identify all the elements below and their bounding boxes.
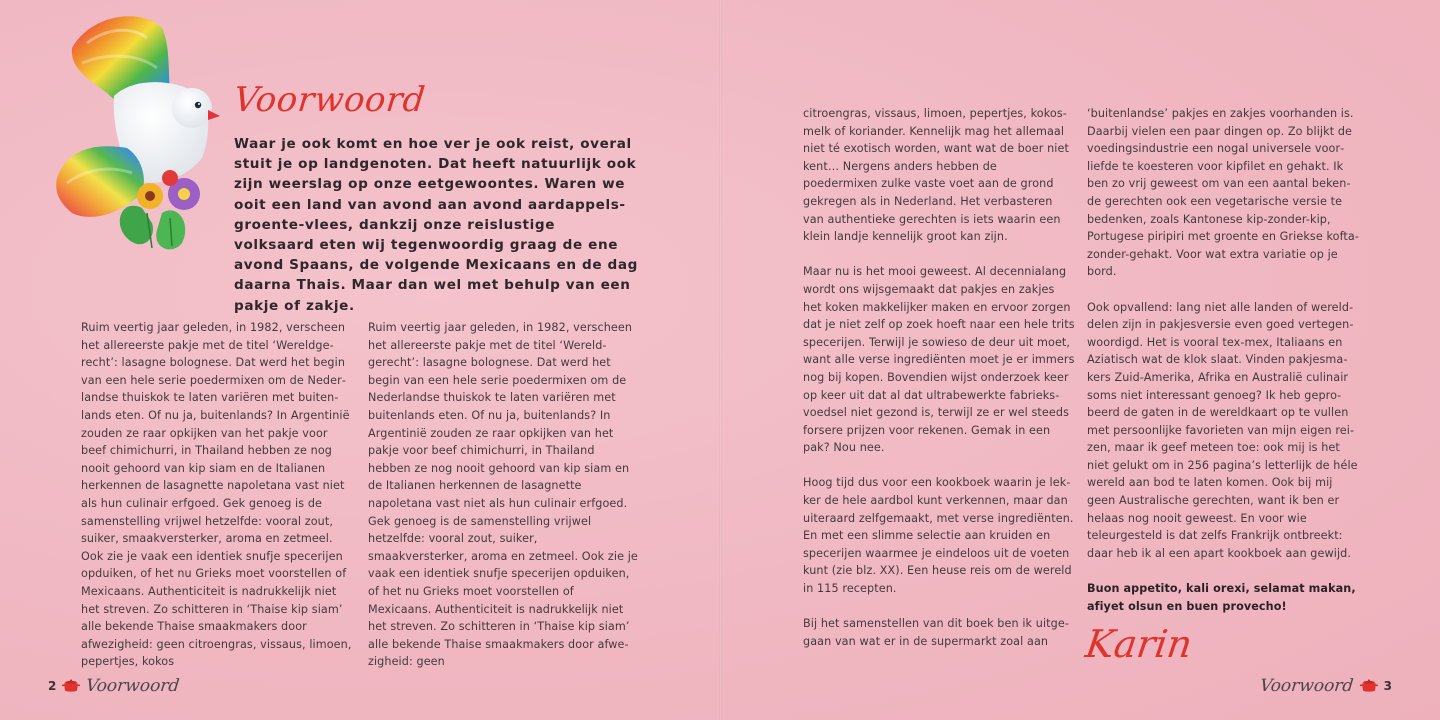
signoff-text: Buon appetito, kali orexi, selamat makan, afiyet olsun en buen provecho! [1087, 582, 1356, 613]
paragraph: Hoog tijd dus voor een kookboek waarin je lekker de hele aardbol kunt verkennen, maar dan uiteraard zelfgemaakt, met verse ingrediënten. En met een slimme selectie aan kruiden en specerijen waarmee je eindeloos uit de voeten kunt (zie blz. XX). Een heuse reis om de wereld in 115 recepten. [803, 476, 1074, 596]
section-name-left: Voorwoord [85, 676, 181, 696]
book-gutter [719, 0, 722, 720]
cooking-pot-icon [1360, 679, 1378, 693]
paragraph: Ook opvallend: lang niet alle landen of werelddelen zijn in pakjesversie even goed vertegenwoordigd. Het is vooral tex-mex, Italiaans en Aziatisch wat de klok slaat. Vinden pakjesmakers Zuid-Amerika, Afrika en Australië culinair soms niet interessant genoeg? Ik heb geprobeerd de gaten in de wereldkaart op te vullen met persoonlijke favorieten van mijn eigen reizen, maar ik geef meteen toe: ook mij is het niet gelukt om in 256 pagina’s letterlijk de héle wereld aan bod te laten komen. Ook bij mij geen Australische gerechten, want ik ben er helaas nog nooit geweest. En voor wie teleurgesteld is dat zelfs Frankrijk ontbreekt: daar heb ik al een apart kookboek aan gewijd. [1087, 300, 1358, 560]
paragraph: Ruim veertig jaar geleden, in 1982, verscheen het allereerste pakje met de titel ‘Wereldgerecht’: lasagne bolognese. Dat werd het begin van een hele serie poedermixen om de Nederlandse thuiskok te laten variëren met buitenlands eten. Of nu ja, buitenlands? In Argentinië zouden ze raar opkijken van het pakje voor beef chimichurri, in Thailand hebben ze nog nooit gehoord van kip siam en de Italianen herkennen de lasagnette napoletana vast niet als hun culinair erfgoed. Gek genoeg is de samenstelling vrijwel hetzelfde: vooral zout, suiker, smaakversterker, aroma en zetmeel. Ook zie je vaak een identiek snufje specerijen opduiken, of het nu Grieks moet voorstellen of Mexicaans. Authenticiteit is nadrukkelijk niet het streven. Zo schitteren in ‘Thaise kip siam’ alle bekende Thaise smaakmakers door afwezigheid: geen [368, 321, 638, 669]
text-column-2 [368, 319, 640, 688]
page-number-right: 3 [1383, 679, 1392, 693]
author-signature: Karin [1082, 622, 1195, 666]
paragraph: Maar nu is het mooi geweest. Al decennialang wordt ons wijsgemaakt dat pakjes en zakjes het koken makkelijker maken en ervoor zorgen dat je niet zelf op zoek hoeft naar een hele trits specerijen. Terwijl je sowieso de deur uit moet, want alle verse ingrediënten moet je er immers nog bij kopen. Bovendien wijst onderzoek keer op keer uit dat al dat ultrabewerkte fabrieksvoedsel niet gezond is, terwijl ze er wel steeds forsere prijzen voor rekenen. Gemak in een pak? Nou nee. [803, 265, 1075, 455]
page-number-left: 2 [48, 679, 57, 693]
paragraph: citroengras, vissaus, limoen, pepertjes, kokosmelk of koriander. Kennelijk mag het allemaal niet té exotisch worden, want wat de boer niet kent… Nergens anders hebben de poedermixen zulke vaste voet aan de grond gekregen als in Nederland. Het verbasteren van authentieke gerechten is iets waarin een klein landje kennelijk groot kan zijn. [803, 107, 1069, 244]
paragraph: Ruim veertig jaar geleden, in 1982, verscheen het allereerste pakje met de titel ‘Wereldgerecht’: lasagne bolognese. Dat werd het begin van een hele serie poedermixen om de Nederlandse thuiskok te laten variëren met buitenlands eten. Of nu ja, buitenlands? In Argentinië zouden ze raar opkijken van het pakje voor beef chimichurri, in Thailand hebben ze nog nooit gehoord van kip siam en de Italianen herkennen de lasagnette napoletana vast niet als hun culinair erfgoed. Gek genoeg is de samenstelling vrijwel hetzelfde: vooral zout, suiker, smaakversterker, aroma en zetmeel. Ook zie je vaak een identiek snufje specerijen opduiken, of het nu Grieks moet voorstellen of Mexicaans. Authenticiteit is nadrukkelijk niet het streven. Zo schitteren in ‘Thaise kip siam’ alle bekende Thaise smaakmakers door afwezigheid: geen citroengras, vissaus, limoen, pepertjes, kokos [81, 321, 352, 669]
text-column-3 [803, 105, 1075, 668]
footer-left [48, 676, 180, 696]
intro-paragraph: Waar je ook komt en hoe ver je ook reist, overal stuit je op landgenoten. Dat heeft natuurlijk ook zijn weerslag op onze eetgewoontes. Waren we ooit een land van avond aan avond aardappels-groente-vlees, dankzij onze reislustige volksaard eten wij tegenwoordig graag de ene avond Spaans, de volgende Mexicaans en de dag daarna Thais. Maar dan wel met behulp van een pakje of zakje. [234, 136, 638, 314]
cooking-pot-icon [62, 679, 80, 693]
ceramic-dove-icon [52, 8, 222, 258]
section-name-right: Voorwoord [1259, 676, 1355, 696]
text-column-1 [81, 319, 353, 688]
paragraph: ‘buitenlandse’ pakjes en zakjes voorhanden is. Daarbij vielen een paar dingen op. Zo blijkt de voedingsindustrie een nogal universele voorliefde te koesteren voor kipfilet en gehakt. Ik ben zo vrij geweest om van een aantal bekende gerechten ook een vegetarische versie te bedenken, zoals Kantonese kip-zonder-kip, Portugese piripiri met groente en Griekse kofta-zonder-gehakt. Voor wat extra variatie op je bord. [1087, 107, 1360, 279]
text-column-4 [1087, 105, 1359, 633]
page-title: Voorwoord [231, 80, 428, 120]
paragraph: Bij het samenstellen van dit boek ben ik uitgegaan van wat er in de supermarkt zoal aan [803, 617, 1069, 648]
footer-right [1260, 676, 1392, 696]
